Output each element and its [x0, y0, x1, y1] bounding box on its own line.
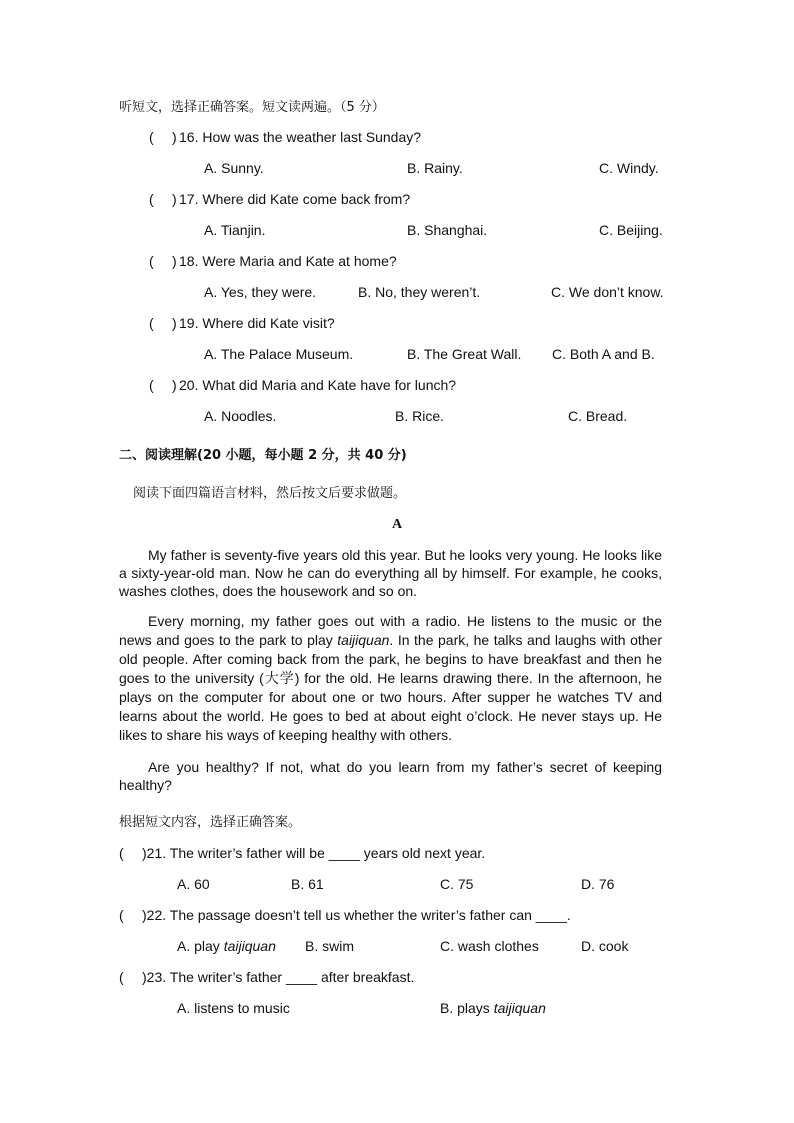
- option-b: B. No, they weren’t.: [358, 284, 481, 300]
- passage-paragraph-3: Are you healthy? If not, what do you learn from my father’s secret of keeping healthy?: [119, 759, 662, 793]
- question-prompt: 18. Were Maria and Kate at home?: [179, 253, 397, 269]
- option-italic-term: taijiquan: [493, 1000, 546, 1016]
- option-b: B. The Great Wall.: [407, 346, 522, 362]
- option-a: A. Sunny.: [204, 160, 264, 176]
- option-c: C. wash clothes: [440, 938, 539, 954]
- option-a: A. listens to music: [177, 1000, 290, 1016]
- question-prompt: 16. How was the weather last Sunday?: [179, 129, 422, 145]
- answer-paren-close: ): [172, 253, 177, 269]
- question-prompt: 19. Where did Kate visit?: [179, 315, 335, 331]
- question-prompt: 17. Where did Kate come back from?: [179, 191, 411, 207]
- option-a: A. Yes, they were.: [204, 284, 317, 300]
- option-a: A. The Palace Museum.: [204, 346, 354, 362]
- question-prompt: )22. The passage doesn’t tell us whether the writer’s father can ____.: [142, 907, 571, 923]
- passage-paragraph-1: My father is seventy-five years old this year. But he looks very young. He looks like a sixty-year-old man. Now he can do everything all by himself. For example, he cooks, washes clothes, does the housework and so on.: [119, 547, 662, 599]
- option-c: C. Windy.: [599, 160, 659, 176]
- option-a: A. Tianjin.: [204, 222, 266, 238]
- answer-paren-open: (: [149, 129, 154, 145]
- section-heading: 二、阅读理解(20 小题，每小题 2 分，共 40 分): [119, 448, 407, 463]
- reading-instruction: 阅读下面四篇语言材料，然后按文后要求做题。: [133, 486, 407, 501]
- answer-paren-open: (: [149, 253, 154, 269]
- option-c: C. We don’t know.: [551, 284, 664, 300]
- question-prompt: 20. What did Maria and Kate have for lunch?: [179, 377, 457, 393]
- option-b: B. swim: [305, 938, 354, 954]
- option-c: C. 75: [440, 876, 474, 892]
- answer-paren-open: (: [119, 845, 124, 861]
- option-d: D. 76: [581, 876, 615, 892]
- passage-paragraph-2: [119, 612, 662, 745]
- option-text: B. plays: [440, 1000, 494, 1016]
- passage-label: A: [392, 517, 403, 532]
- paragraph-text: Every morning, my father goes out with a radio. He listens to the music or the news and goes to the park to play: [119, 613, 662, 648]
- option-c: C. Both A and B.: [552, 346, 655, 362]
- answer-paren-open: (: [149, 377, 154, 393]
- answer-paren-open: (: [119, 969, 124, 985]
- task-instruction: 根据短文内容，选择正确答案。: [119, 815, 302, 830]
- paragraph-text: . In the park, he talks and laughs with other old people. After coming back from the park, he begins to have breakfast and then he goes to the university (大学) for the old. He learns drawing there. In the afternoon, he plays on the computer for about one or two hours. After supper he watches TV and learns about the world. He goes to bed at about eight o’clock. He never stays up. He likes to share his ways of keeping healthy with others.: [119, 632, 662, 743]
- answer-paren-close: ): [172, 191, 177, 207]
- option-b: B. Rainy.: [407, 160, 463, 176]
- question-prompt: )23. The writer’s father ____ after breakfast.: [142, 969, 415, 985]
- answer-paren-open: (: [119, 907, 124, 923]
- option-c: C. Beijing.: [599, 222, 663, 238]
- option-italic-term: taijiquan: [223, 938, 276, 954]
- option-a: A. Noodles.: [204, 408, 277, 424]
- option-a: A. 60: [177, 876, 210, 892]
- listening-instruction: 听短文，选择正确答案。短文读两遍。（5 分）: [119, 100, 385, 115]
- option-a: [177, 938, 276, 954]
- option-b: B. Rice.: [395, 408, 445, 424]
- option-b: B. Shanghai.: [407, 222, 488, 238]
- paragraph-italic-term: taijiquan: [337, 632, 390, 648]
- option-c: C. Bread.: [568, 408, 628, 424]
- option-b: B. 61: [291, 876, 324, 892]
- question-prompt: )21. The writer’s father will be ____ years old next year.: [142, 845, 486, 861]
- option-b: [440, 1000, 546, 1016]
- answer-paren-close: ): [172, 129, 177, 145]
- answer-paren-open: (: [149, 191, 154, 207]
- option-d: D. cook: [581, 938, 629, 954]
- answer-paren-close: ): [172, 315, 177, 331]
- option-text: A. play: [177, 938, 224, 954]
- answer-paren-close: ): [172, 377, 177, 393]
- answer-paren-open: (: [149, 315, 154, 331]
